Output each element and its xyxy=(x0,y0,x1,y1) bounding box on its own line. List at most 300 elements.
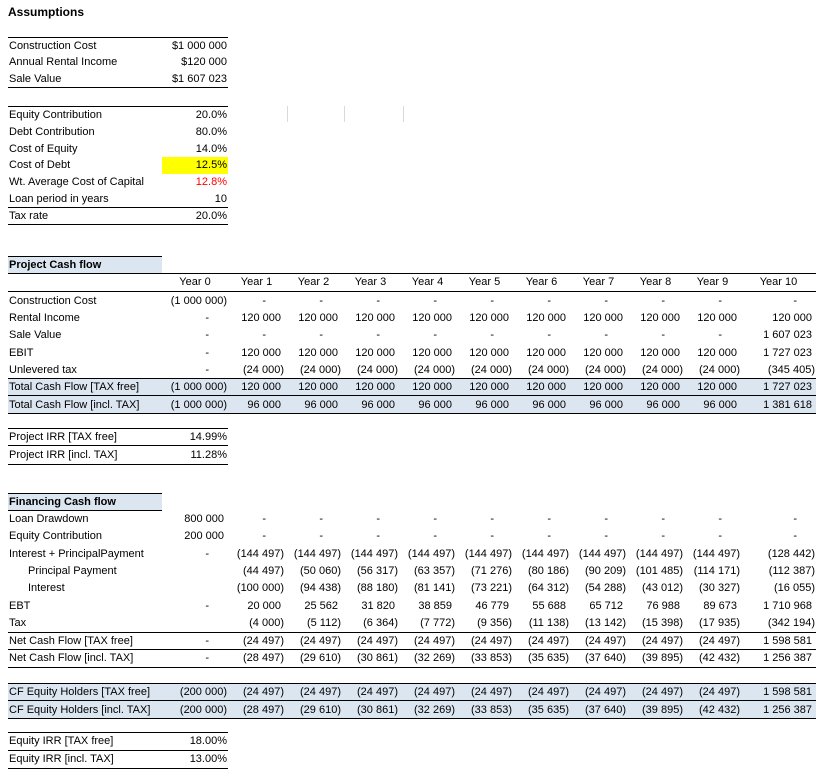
value-cell[interactable]: 1 256 387 xyxy=(763,703,812,716)
value-cell[interactable]: (71 276) xyxy=(471,565,512,578)
value-cell[interactable]: 120 000 xyxy=(355,346,395,359)
value-cell[interactable]: (29 610) xyxy=(300,703,341,716)
value-cell[interactable]: (24 497) xyxy=(243,634,284,647)
value-cell[interactable]: (24 497) xyxy=(471,634,512,647)
value-cell[interactable]: (24 000) xyxy=(357,363,398,376)
value-cell[interactable]: 65 712 xyxy=(589,599,623,612)
value-cell[interactable]: (42 432) xyxy=(699,652,740,665)
value-cell[interactable]: (24 497) xyxy=(642,686,683,698)
row-label[interactable]: Equity Contribution xyxy=(9,530,102,543)
value-cell[interactable]: (30 861) xyxy=(357,652,398,665)
value-cell[interactable]: (144 497) xyxy=(521,547,569,560)
row-label[interactable]: Net Cash Flow [TAX free] xyxy=(9,634,133,647)
value-cell[interactable]: (24 000) xyxy=(243,363,284,376)
value-cell[interactable]: (144 497) xyxy=(464,547,512,560)
row-label[interactable]: Sale Value xyxy=(9,329,62,342)
value-cell[interactable]: - xyxy=(433,294,437,307)
value-cell[interactable]: - xyxy=(490,530,494,543)
value-cell[interactable]: (32 269) xyxy=(414,703,455,716)
value-cell[interactable]: 20.0% xyxy=(195,109,227,122)
value-cell[interactable]: - xyxy=(793,294,797,307)
value-cell[interactable]: 12.5% xyxy=(162,157,228,174)
value-cell[interactable]: 31 820 xyxy=(361,599,395,612)
row-label[interactable]: CF Equity Holders [TAX free] xyxy=(9,686,151,698)
value-cell[interactable]: 120 000 xyxy=(526,311,566,324)
value-cell[interactable]: - xyxy=(604,329,608,342)
value-cell[interactable]: - xyxy=(547,294,551,307)
value-cell[interactable]: (24 497) xyxy=(699,634,740,647)
value-cell[interactable]: 1 607 023 xyxy=(763,329,812,342)
table-row xyxy=(8,174,228,191)
table-row xyxy=(8,511,816,528)
value-cell[interactable]: (1 000 000) xyxy=(170,381,227,394)
value-cell[interactable]: 1 256 387 xyxy=(763,652,812,665)
value-cell[interactable]: 120 000 xyxy=(241,346,281,359)
year-header[interactable]: Year 6 xyxy=(525,276,558,289)
value-cell[interactable]: (30 861) xyxy=(357,703,398,716)
value-cell[interactable]: 120 000 xyxy=(412,381,452,394)
row-label[interactable]: Construction Cost xyxy=(9,40,97,53)
value-cell[interactable]: (24 497) xyxy=(585,634,626,647)
value-cell[interactable]: 89 673 xyxy=(703,599,737,612)
value-cell[interactable]: - xyxy=(319,329,323,342)
value-cell[interactable]: (56 317) xyxy=(357,565,398,578)
value-cell[interactable]: (73 221) xyxy=(471,582,512,595)
value-cell[interactable]: (15 398) xyxy=(642,616,683,629)
value-cell[interactable]: (24 497) xyxy=(357,686,398,698)
value-cell[interactable]: 120 000 xyxy=(298,346,338,359)
value-cell[interactable]: 120 000 xyxy=(526,381,566,394)
value-cell[interactable]: (342 194) xyxy=(767,616,815,629)
table-row xyxy=(8,650,816,668)
value-cell[interactable]: 120 000 xyxy=(469,346,509,359)
value-cell[interactable]: - xyxy=(319,530,323,543)
value-cell[interactable]: (144 497) xyxy=(350,547,398,560)
table-row xyxy=(8,545,816,562)
value-cell[interactable]: $1 607 023 xyxy=(171,72,227,85)
value-cell[interactable]: (24 000) xyxy=(300,363,341,376)
value-cell[interactable]: - xyxy=(661,329,665,342)
value-cell[interactable]: (6 364) xyxy=(363,616,398,629)
value-cell[interactable]: $120 000 xyxy=(181,56,227,69)
value-cell[interactable]: (24 000) xyxy=(642,363,683,376)
value-cell[interactable]: (24 497) xyxy=(243,686,284,698)
value-cell[interactable]: 120 000 xyxy=(298,311,338,324)
value-cell[interactable]: (9 356) xyxy=(477,616,512,629)
row-label[interactable]: Wt. Average Cost of Capital xyxy=(9,176,144,189)
table-row xyxy=(8,107,228,124)
value-cell[interactable]: 96 000 xyxy=(361,398,395,411)
value-cell[interactable]: - xyxy=(205,363,209,376)
value-cell[interactable]: 38 859 xyxy=(418,599,452,612)
value-cell[interactable]: - xyxy=(547,530,551,543)
value-cell[interactable]: (28 497) xyxy=(243,703,284,716)
value-cell[interactable]: (144 497) xyxy=(692,547,740,560)
value-cell[interactable]: (16 055) xyxy=(774,582,815,595)
value-cell[interactable]: (24 497) xyxy=(300,686,341,698)
value-cell[interactable]: 14.99% xyxy=(189,431,227,444)
project-irr-table xyxy=(8,428,228,465)
value-cell[interactable]: (29 610) xyxy=(300,652,341,665)
value-cell[interactable]: (35 635) xyxy=(528,652,569,665)
value-cell[interactable]: $1 000 000 xyxy=(171,40,227,53)
table-row xyxy=(8,344,816,361)
value-cell[interactable]: (7 772) xyxy=(420,616,455,629)
value-cell[interactable]: 1 727 023 xyxy=(763,381,812,394)
value-cell[interactable]: (144 497) xyxy=(293,547,341,560)
value-cell[interactable]: - xyxy=(604,294,608,307)
row-label[interactable]: Debt Contribution xyxy=(9,126,95,139)
value-cell[interactable]: 96 000 xyxy=(304,398,338,411)
value-cell[interactable]: 120 000 xyxy=(241,311,281,324)
value-cell[interactable]: 20 000 xyxy=(247,599,281,612)
row-label[interactable]: Cost of Debt xyxy=(9,159,71,172)
value-cell[interactable]: 96 000 xyxy=(475,398,509,411)
section-title[interactable]: Project Cash flow xyxy=(8,256,162,273)
value-cell[interactable]: - xyxy=(718,513,722,526)
value-cell[interactable]: - xyxy=(205,599,209,612)
value-cell[interactable] xyxy=(162,614,228,631)
value-cell[interactable]: (200 000) xyxy=(179,686,227,698)
value-cell[interactable]: - xyxy=(604,513,608,526)
value-cell[interactable]: 1 710 968 xyxy=(763,599,812,612)
value-cell[interactable]: - xyxy=(718,294,722,307)
value-cell[interactable]: (33 853) xyxy=(471,652,512,665)
value-cell[interactable]: (24 497) xyxy=(642,634,683,647)
value-cell[interactable]: (35 635) xyxy=(528,703,569,716)
value-cell[interactable]: (100 000) xyxy=(236,582,284,595)
row-label[interactable]: Annual Rental Income xyxy=(9,56,118,69)
value-cell[interactable]: - xyxy=(376,513,380,526)
value-cell[interactable]: - xyxy=(547,513,551,526)
value-cell[interactable]: - xyxy=(205,346,209,359)
table-row xyxy=(8,733,228,751)
section-title[interactable]: Financing Cash flow xyxy=(8,493,162,511)
financing-cashflow-table xyxy=(8,493,816,668)
value-cell[interactable]: 96 000 xyxy=(703,398,737,411)
value-cell[interactable]: (28 497) xyxy=(243,652,284,665)
year-header[interactable]: Year 4 xyxy=(411,276,444,289)
value-cell[interactable]: 96 000 xyxy=(532,398,566,411)
value-cell[interactable]: (43 012) xyxy=(642,582,683,595)
value-cell[interactable]: (42 432) xyxy=(699,703,740,716)
value-cell[interactable]: - xyxy=(205,329,209,342)
value-cell[interactable]: - xyxy=(490,329,494,342)
value-cell[interactable]: 80.0% xyxy=(195,126,227,139)
row-label[interactable]: Tax xyxy=(9,616,27,629)
value-cell[interactable]: - xyxy=(376,530,380,543)
value-cell[interactable]: (24 000) xyxy=(414,363,455,376)
section-header-row xyxy=(8,256,816,274)
value-cell[interactable]: (30 327) xyxy=(699,582,740,595)
value-cell[interactable]: - xyxy=(205,547,209,560)
value-cell[interactable]: (11 138) xyxy=(528,616,569,629)
value-cell[interactable]: - xyxy=(718,329,722,342)
row-label[interactable]: Construction Cost xyxy=(9,294,97,307)
table-row xyxy=(8,190,228,207)
value-cell[interactable]: - xyxy=(262,329,266,342)
table-row xyxy=(8,562,816,579)
value-cell[interactable]: (1 000 000) xyxy=(170,294,227,307)
row-label[interactable]: Loan Drawdown xyxy=(9,513,89,526)
value-cell[interactable]: - xyxy=(262,513,266,526)
row-label[interactable]: Net Cash Flow [incl. TAX] xyxy=(9,652,134,665)
value-cell[interactable]: 96 000 xyxy=(247,398,281,411)
value-cell[interactable]: 120 000 xyxy=(526,346,566,359)
value-cell[interactable]: 1 598 581 xyxy=(763,686,812,698)
value-cell[interactable]: (4 000) xyxy=(249,616,284,629)
value-cell[interactable]: - xyxy=(604,530,608,543)
value-cell[interactable]: - xyxy=(793,530,797,543)
value-cell[interactable]: 46 779 xyxy=(475,599,509,612)
value-cell[interactable]: - xyxy=(793,513,797,526)
value-cell[interactable]: 20.0% xyxy=(195,209,227,222)
value-cell[interactable]: (39 895) xyxy=(642,652,683,665)
value-cell[interactable]: (24 497) xyxy=(414,634,455,647)
equity-irr-table xyxy=(8,732,228,769)
value-cell[interactable]: 120 000 xyxy=(583,381,623,394)
row-label[interactable]: EBIT xyxy=(9,346,34,359)
section-header-row xyxy=(8,493,816,511)
value-cell[interactable]: 1 598 581 xyxy=(763,634,812,647)
gridline-artifact xyxy=(287,106,288,122)
value-cell[interactable]: (54 288) xyxy=(585,582,626,595)
value-cell[interactable]: 120 000 xyxy=(583,311,623,324)
value-cell[interactable]: - xyxy=(661,530,665,543)
value-cell[interactable]: (24 497) xyxy=(699,686,740,698)
value-cell[interactable]: (345 405) xyxy=(767,363,815,376)
value-cell[interactable]: 120 000 xyxy=(583,346,623,359)
value-cell[interactable]: (63 357) xyxy=(414,565,455,578)
row-label[interactable]: Cost of Equity xyxy=(9,142,78,155)
value-cell[interactable]: (128 442) xyxy=(767,547,815,560)
table-row xyxy=(8,361,816,378)
table-row xyxy=(8,38,228,54)
value-cell[interactable]: (80 186) xyxy=(528,565,569,578)
row-label[interactable]: Equity Contribution xyxy=(9,109,102,122)
value-cell[interactable]: - xyxy=(205,311,209,324)
value-cell[interactable]: - xyxy=(376,329,380,342)
assumptions-table xyxy=(8,37,228,88)
value-cell[interactable]: - xyxy=(319,513,323,526)
value-cell[interactable]: (24 497) xyxy=(471,686,512,698)
value-cell[interactable]: (144 497) xyxy=(635,547,683,560)
value-cell[interactable]: (24 497) xyxy=(528,634,569,647)
value-cell[interactable]: 55 688 xyxy=(532,599,566,612)
value-cell[interactable]: 120 000 xyxy=(640,311,680,324)
value-cell[interactable]: 800 000 xyxy=(184,513,224,526)
row-label[interactable]: Equity IRR [incl. TAX] xyxy=(9,753,114,766)
value-cell[interactable]: (37 640) xyxy=(585,703,626,716)
value-cell[interactable]: (50 060) xyxy=(300,565,341,578)
value-cell[interactable]: (24 000) xyxy=(585,363,626,376)
value-cell[interactable]: (13 142) xyxy=(585,616,626,629)
value-cell[interactable]: - xyxy=(262,530,266,543)
value-cell[interactable]: (144 497) xyxy=(236,547,284,560)
row-label[interactable]: Interest + PrincipalPayment xyxy=(9,547,144,560)
value-cell[interactable]: (37 640) xyxy=(585,652,626,665)
value-cell[interactable]: (112 387) xyxy=(768,565,815,578)
table-row xyxy=(8,632,816,650)
value-cell[interactable]: 14.0% xyxy=(195,142,227,155)
value-cell[interactable]: - xyxy=(547,329,551,342)
value-cell[interactable]: - xyxy=(319,294,323,307)
value-cell[interactable]: - xyxy=(433,513,437,526)
row-label[interactable]: Project IRR [TAX free] xyxy=(9,431,117,444)
value-cell[interactable]: 1 381 618 xyxy=(763,398,812,411)
value-cell[interactable]: 11.28% xyxy=(190,449,227,462)
value-cell[interactable]: (1 000 000) xyxy=(170,398,227,411)
year-header[interactable]: Year 8 xyxy=(639,276,672,289)
row-label[interactable]: Loan period in years xyxy=(9,192,109,205)
corner-cell[interactable] xyxy=(8,274,162,292)
value-cell[interactable]: 120 000 xyxy=(640,381,680,394)
value-cell[interactable]: (200 000) xyxy=(179,703,227,716)
value-cell[interactable]: (24 000) xyxy=(699,363,740,376)
table-row xyxy=(8,124,228,141)
year-header[interactable]: Year 1 xyxy=(240,276,273,289)
value-cell[interactable]: (101 485) xyxy=(635,565,683,578)
row-label[interactable]: Total Cash Flow [incl. TAX] xyxy=(9,398,140,411)
value-cell[interactable]: 120 000 xyxy=(772,311,812,324)
row-label[interactable]: Principal Payment xyxy=(28,565,117,578)
value-cell[interactable]: (24 497) xyxy=(300,634,341,647)
table-row xyxy=(8,327,816,344)
row-label[interactable]: Interest xyxy=(28,582,65,595)
value-cell[interactable]: (39 895) xyxy=(642,703,683,716)
value-cell[interactable]: (24 000) xyxy=(471,363,512,376)
table-row xyxy=(8,429,228,446)
value-cell[interactable]: 120 000 xyxy=(697,346,737,359)
value-cell[interactable]: 76 988 xyxy=(646,599,680,612)
table-row xyxy=(8,751,228,769)
value-cell[interactable]: (114 171) xyxy=(693,565,740,578)
value-cell[interactable]: (24 497) xyxy=(414,686,455,698)
value-cell[interactable]: (17 935) xyxy=(699,616,740,629)
value-cell[interactable]: (144 497) xyxy=(578,547,626,560)
table-row xyxy=(8,378,816,396)
value-cell[interactable]: 120 000 xyxy=(412,311,452,324)
row-label[interactable]: EBT xyxy=(9,599,31,612)
value-cell[interactable]: 96 000 xyxy=(646,398,680,411)
row-label[interactable]: Rental Income xyxy=(9,311,80,324)
row-label[interactable]: Equity IRR [TAX free] xyxy=(9,735,114,748)
value-cell[interactable]: 120 000 xyxy=(355,381,395,394)
value-cell[interactable]: 120 000 xyxy=(697,311,737,324)
row-label[interactable]: Sale Value xyxy=(9,72,62,85)
value-cell[interactable]: - xyxy=(205,634,209,647)
value-cell[interactable]: 120 000 xyxy=(640,346,680,359)
value-cell[interactable]: 96 000 xyxy=(418,398,452,411)
cf-equity-holders-table xyxy=(8,683,816,719)
rates-table xyxy=(8,106,228,225)
year-header[interactable]: Year 3 xyxy=(354,276,387,289)
year-header[interactable]: Year 5 xyxy=(468,276,501,289)
year-header[interactable]: Year 2 xyxy=(297,276,330,289)
value-cell[interactable]: 13.00% xyxy=(189,753,227,766)
value-cell[interactable] xyxy=(162,562,228,579)
table-row xyxy=(8,54,228,70)
value-cell[interactable]: 18.00% xyxy=(189,735,227,748)
value-cell[interactable]: 120 000 xyxy=(241,381,281,394)
row-label[interactable]: Unlevered tax xyxy=(9,363,77,376)
table-row xyxy=(8,701,816,719)
table-row xyxy=(8,140,228,157)
value-cell[interactable]: (88 180) xyxy=(357,582,398,595)
value-cell[interactable]: - xyxy=(433,530,437,543)
column-header-row xyxy=(8,274,816,293)
value-cell[interactable]: (24 497) xyxy=(585,686,626,698)
year-header[interactable]: Year 9 xyxy=(696,276,729,289)
project-cashflow-table xyxy=(8,256,816,414)
value-cell[interactable]: - xyxy=(718,530,722,543)
table-row xyxy=(8,597,816,614)
value-cell[interactable]: (44 497) xyxy=(243,565,284,578)
value-cell[interactable]: (81 141) xyxy=(414,582,455,595)
value-cell[interactable]: 120 000 xyxy=(355,311,395,324)
value-cell[interactable]: (33 853) xyxy=(471,703,512,716)
value-cell[interactable]: - xyxy=(490,513,494,526)
value-cell[interactable]: (64 312) xyxy=(528,582,569,595)
gridline-artifact xyxy=(403,106,404,122)
assumptions-title: Assumptions xyxy=(8,5,85,19)
value-cell[interactable]: - xyxy=(490,294,494,307)
table-row xyxy=(8,580,816,597)
value-cell[interactable]: - xyxy=(262,294,266,307)
value-cell[interactable]: 96 000 xyxy=(589,398,623,411)
value-cell[interactable]: 120 000 xyxy=(697,381,737,394)
value-cell[interactable]: 120 000 xyxy=(298,381,338,394)
value-cell[interactable]: 120 000 xyxy=(469,381,509,394)
value-cell[interactable]: 10 xyxy=(214,192,227,205)
row-label[interactable]: Project IRR [incl. TAX] xyxy=(9,449,118,462)
value-cell[interactable]: 25 562 xyxy=(304,599,338,612)
value-cell[interactable]: - xyxy=(661,294,665,307)
value-cell[interactable]: - xyxy=(376,294,380,307)
table-row xyxy=(8,157,228,174)
value-cell[interactable]: (24 497) xyxy=(357,634,398,647)
value-cell[interactable]: (32 269) xyxy=(414,652,455,665)
row-label[interactable]: Total Cash Flow [TAX free] xyxy=(9,381,140,394)
value-cell[interactable]: 200 000 xyxy=(184,530,224,543)
row-label[interactable]: CF Equity Holders [incl. TAX] xyxy=(9,703,151,716)
value-cell[interactable]: - xyxy=(205,652,209,665)
value-cell[interactable]: - xyxy=(661,513,665,526)
table-row xyxy=(8,396,816,414)
value-cell[interactable]: (24 000) xyxy=(528,363,569,376)
table-row xyxy=(8,528,816,545)
value-cell[interactable]: (24 497) xyxy=(528,686,569,698)
value-cell[interactable]: (5 112) xyxy=(306,616,341,629)
value-cell[interactable]: (144 497) xyxy=(407,547,455,560)
year-header[interactable]: Year 10 xyxy=(759,276,798,289)
row-label[interactable]: Tax rate xyxy=(9,209,49,222)
value-cell[interactable]: 120 000 xyxy=(469,311,509,324)
table-row xyxy=(8,71,228,87)
value-cell[interactable]: - xyxy=(433,329,437,342)
table-row xyxy=(8,446,228,463)
value-cell[interactable]: 1 727 023 xyxy=(763,346,812,359)
value-cell[interactable] xyxy=(162,580,228,597)
value-cell[interactable]: 120 000 xyxy=(412,346,452,359)
year-header[interactable]: Year 0 xyxy=(179,276,211,289)
value-cell[interactable]: (90 209) xyxy=(585,565,626,578)
value-cell[interactable]: (94 438) xyxy=(300,582,341,595)
table-row xyxy=(8,614,816,631)
year-header[interactable]: Year 7 xyxy=(582,276,615,289)
value-cell[interactable]: 12.8% xyxy=(195,176,227,189)
table-row xyxy=(8,292,816,309)
